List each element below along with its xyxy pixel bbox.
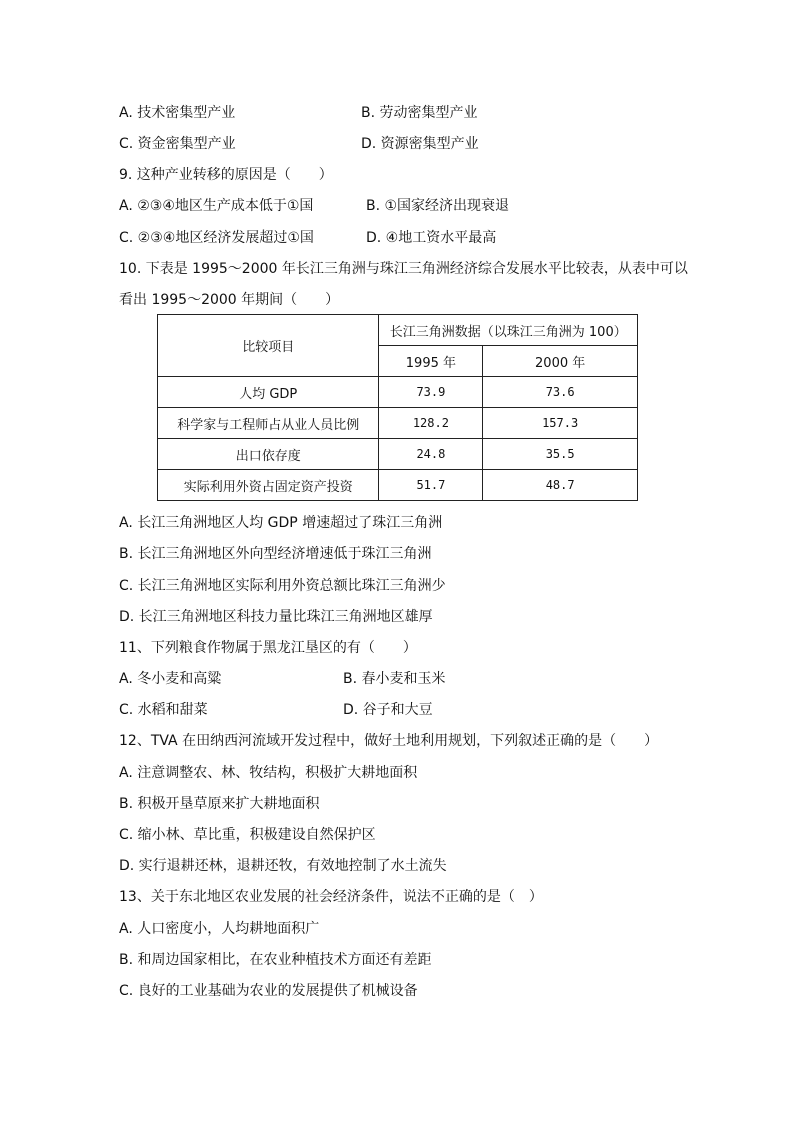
q11-option-a: A. 冬小麦和高粱 (119, 671, 222, 687)
q9-option-b: B. ①国家经济出现衰退 (366, 198, 510, 214)
table-cell-item: 出口依存度 (158, 439, 379, 470)
q10-option-c: C. 长江三角洲地区实际利用外资总额比珠江三角洲少 (119, 578, 446, 594)
table-cell-2000: 48.7 (483, 470, 638, 501)
q13-stem: 13、关于东北地区农业发展的社会经济条件，说法不正确的是（ ） (119, 889, 543, 905)
table-cell-2000: 73.6 (483, 377, 638, 408)
table-header-item: 比较项目 (158, 315, 379, 377)
q12-option-c: C. 缩小林、草比重，积极建设自然保护区 (119, 827, 376, 843)
table-cell-2000: 35.5 (483, 439, 638, 470)
q10-option-d: D. 长江三角洲地区科技力量比珠江三角洲地区雄厚 (119, 609, 433, 625)
q9-option-a: A. ②③④地区生产成本低于①国 (119, 198, 314, 214)
table-header-year-2000: 2000 年 (483, 346, 638, 377)
q10-option-b: B. 长江三角洲地区外向型经济增速低于珠江三角洲 (119, 546, 432, 562)
table-cell-2000: 157.3 (483, 408, 638, 439)
table-cell-item: 人均 GDP (158, 377, 379, 408)
q12-option-a: A. 注意调整农、林、牧结构，积极扩大耕地面积 (119, 765, 418, 781)
table-cell-1995: 128.2 (379, 408, 483, 439)
q10-stem-line1: 10. 下表是 1995～2000 年长江三角洲与珠江三角洲经济综合发展水平比较表，从表中可以 (119, 261, 688, 277)
q8-option-d: D. 资源密集型产业 (361, 136, 479, 152)
q13-option-b: B. 和周边国家相比，在农业种植技术方面还有差距 (119, 952, 432, 968)
table-row (158, 439, 638, 470)
q11-stem: 11、下列粮食作物属于黑龙江垦区的有（ ） (119, 640, 417, 656)
q8-option-c: C. 资金密集型产业 (119, 136, 236, 152)
table-cell-item: 科学家与工程师占从业人员比例 (158, 408, 379, 439)
q8-option-a: A. 技术密集型产业 (119, 105, 236, 121)
table-row (158, 408, 638, 439)
q12-option-b: B. 积极开垦草原来扩大耕地面积 (119, 796, 320, 812)
q11-option-b: B. 春小麦和玉米 (343, 671, 446, 687)
table-row (158, 470, 638, 501)
table-header-year-1995: 1995 年 (379, 346, 483, 377)
q11-option-c: C. 水稻和甜菜 (119, 702, 208, 718)
table-cell-1995: 73.9 (379, 377, 483, 408)
table-cell-1995: 51.7 (379, 470, 483, 501)
q8-option-b: B. 劳动密集型产业 (361, 105, 478, 121)
q9-option-c: C. ②③④地区经济发展超过①国 (119, 230, 314, 246)
q12-stem: 12、TVA 在田纳西河流域开发过程中，做好土地利用规划，下列叙述正确的是（ ） (119, 733, 659, 749)
q9-stem: 9. 这种产业转移的原因是（ ） (119, 167, 333, 183)
q10-option-a: A. 长江三角洲地区人均 GDP 增速超过了珠江三角洲 (119, 515, 443, 531)
q13-option-c: C. 良好的工业基础为农业的发展提供了机械设备 (119, 983, 418, 999)
q10-stem-line2: 看出 1995～2000 年期间（ ） (119, 292, 340, 308)
q12-option-d: D. 实行退耕还林，退耕还牧，有效地控制了水土流失 (119, 858, 447, 874)
table-row (158, 377, 638, 408)
table-cell-1995: 24.8 (379, 439, 483, 470)
table-cell-item: 实际利用外资占固定资产投资 (158, 470, 379, 501)
comparison-table (157, 314, 638, 501)
q13-option-a: A. 人口密度小，人均耕地面积广 (119, 921, 320, 937)
table-header-group: 长江三角洲数据（以珠江三角洲为 100） (379, 315, 638, 346)
q9-option-d: D. ④地工资水平最高 (366, 230, 497, 246)
q11-option-d: D. 谷子和大豆 (343, 702, 433, 718)
